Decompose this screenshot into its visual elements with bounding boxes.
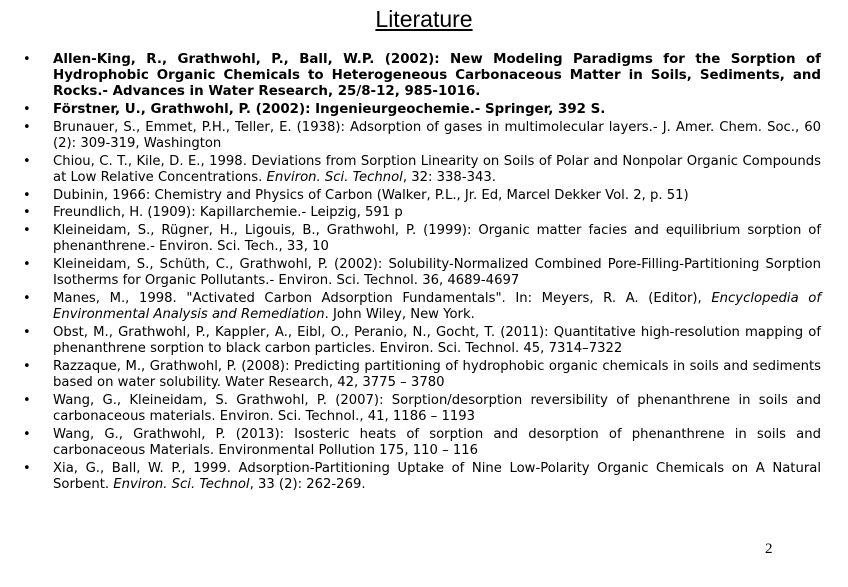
reference-item: [23, 426, 821, 459]
reference-item: [23, 257, 821, 289]
bullet-icon: •: [23, 325, 31, 341]
bullet-icon: •: [23, 153, 31, 169]
reference-text: Wang, G., Kleineidam, S. Grathwohl, P. (2007): Sorption/desorption reversibility of phenanthrene in soils and carbonaceous materials. Environ. Sci. Technol., 41, 1186 – 1193: [53, 392, 821, 424]
reference-text: Kleineidam, S., Schüth, C., Grathwohl, P. (2002): Solubility-Normalized Combined Pore-Filling-Partitioning Sorption Isotherms for Organic Pollutants.- Environ. Sci. Technol. 36, 4689-4697: [53, 257, 821, 289]
reference-item: [23, 460, 821, 493]
reference-text: Chiou, C. T., Kile, D. E., 1998. Deviations from Sorption Linearity on Soils of Polar and Nonpolar Organic Compounds at Low Relative Concentrations.: [53, 153, 821, 185]
reference-text: Freundlich, H. (1909): Kapillarchemie.- Leipzig, 591 p: [53, 205, 403, 221]
bullet-icon: •: [23, 392, 31, 408]
reference-item: [23, 153, 821, 186]
reference-text: Manes, M., 1998. "Activated Carbon Adsorption Fundamentals". In: Meyers, R. A. (Editor),: [53, 291, 712, 307]
reference-text: Obst, M., Grathwohl, P., Kappler, A., Eibl, O., Peranio, N., Gocht, T. (2011): Quantitative high-resolution mapping of phenanthrene sorption to black carbon particles. Environ. Sci. Technol. 45, 7314–7322: [53, 325, 821, 357]
bullet-icon: •: [23, 52, 31, 67]
bullet-icon: •: [23, 291, 31, 307]
reference-item: [23, 223, 821, 255]
reference-text: Förstner, U., Grathwohl, P. (2002): Ingenieurgeochemie.- Springer, 392 S.: [53, 101, 606, 117]
reference-item: [23, 205, 821, 221]
bullet-icon: •: [23, 460, 31, 476]
bullet-icon: •: [23, 187, 31, 203]
reference-text: Brunauer, S., Emmet, P.H., Teller, E. (1938): Adsorption of gases in multimolecular layers.- J. Amer. Chem. Soc., 60 (2): 309-319, Washington: [53, 119, 821, 151]
reference-journal-italic: Environ. Sci. Technol: [113, 476, 250, 492]
bullet-icon: •: [23, 426, 31, 442]
reference-text: Razzaque, M., Grathwohl, P. (2008): Predicting partitioning of hydrophobic organic chemicals in soils and sediments based on water solubility. Water Research, 42, 3775 – 3780: [53, 358, 821, 390]
reference-item: [23, 187, 821, 204]
reference-item: [23, 325, 821, 357]
reference-item: [23, 291, 821, 323]
bullet-icon: •: [23, 223, 31, 239]
reference-item: [23, 392, 821, 425]
reference-list: [0, 52, 821, 494]
reference-item: [23, 119, 821, 152]
reference-text: Dubinin, 1966: Chemistry and Physics of Carbon (Walker, P.L., Jr. Ed, Marcel Dekker Vol. 2, p. 51): [53, 187, 689, 203]
reference-item: [23, 52, 821, 100]
bullet-icon: •: [23, 257, 31, 273]
bullet-icon: •: [23, 119, 31, 135]
bullet-icon: •: [23, 358, 31, 374]
reference-text: , 33 (2): 262-269.: [249, 476, 366, 492]
page-number: 2: [765, 541, 773, 557]
reference-journal-italic: Environ. Sci. Technol: [266, 169, 403, 185]
reference-item: [23, 101, 821, 118]
reference-text: Xia, G., Ball, W. P., 1999. Adsorption-Partitioning Uptake of Nine Low-Polarity Organic Chemicals on A Natural Sorbent.: [53, 460, 821, 492]
reference-text: . John Wiley, New York.: [324, 307, 475, 323]
page-title: Literature: [375, 6, 473, 32]
reference-text: Wang, G., Grathwohl, P. (2013): Isosteric heats of sorption and desorption of phenanthrene in soils and carbonaceous Materials. Environmental Pollution 175, 110 – 116: [53, 426, 821, 458]
bullet-icon: •: [23, 101, 31, 117]
reference-text: Kleineidam, S., Rügner, H., Ligouis, B., Grathwohl, P. (1999): Organic matter facies and equilibrium sorption of phenanthrene.- Environ. Sci. Tech., 33, 10: [53, 223, 821, 255]
reference-text: Allen-King, R., Grathwohl, P., Ball, W.P. (2002): New Modeling Paradigms for the Sorption of Hydrophobic Organic Chemicals to Heterogeneous Carbonaceous Matter in Soils, Sediments, and Rocks.- Advances in Water Research, 25/8-12, 985-1016.: [53, 52, 821, 99]
reference-journal-italic: Encyclopedia of Environmental Analysis and Remediation: [53, 291, 821, 323]
reference-item: [23, 358, 821, 391]
bullet-icon: •: [23, 205, 31, 221]
reference-text: , 32: 338-343.: [402, 169, 496, 185]
